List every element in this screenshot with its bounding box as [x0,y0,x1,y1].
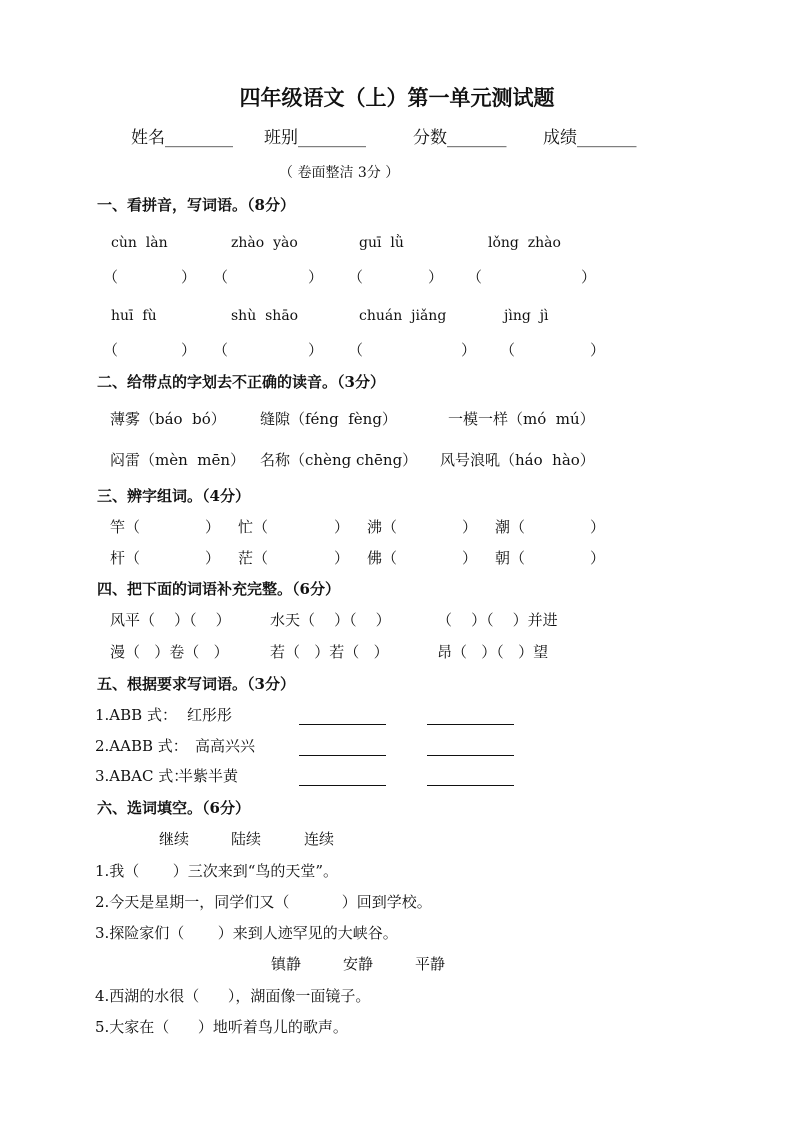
reading-item: 闷雷（mèn mēn） [110,451,246,469]
answer-paren-open: （ [500,341,516,359]
char-close: ） [462,518,478,536]
pinyin-8: jìng jì [504,308,549,324]
section-2-heading: 二、给带点的字划去不正确的读音。（3分） [97,373,385,391]
char-close: ） [590,518,606,536]
answer-paren-open: （ [103,268,119,286]
fill-question: 5.大家在（ ）地听着鸟儿的歌声。 [95,1018,348,1036]
pinyin-3: guī lǜ [359,235,404,251]
answer-paren-open: （ [103,341,119,359]
pattern-label: 3.ABAC 式： [95,767,189,785]
fill-question: 3.探险家们（ ）来到人迹罕见的大峡谷。 [95,924,398,942]
answer-paren-close: ） [590,341,606,359]
section-4-heading: 四、把下面的词语补充完整。（6分） [97,580,340,598]
reading-item: 一模一样（mó mú） [448,410,595,428]
char-prompt: 杆（ [110,549,141,567]
name-field[interactable]: 姓名________ [131,128,233,148]
pinyin-1: cùn làn [111,235,168,251]
char-prompt: 竿（ [110,518,141,536]
char-close: ） [205,549,221,567]
answer-paren-close: ） [181,341,197,359]
reading-item: 风号浪吼（háo hào） [440,451,595,469]
section-1-heading: 一、看拼音，写词语。（8分） [97,196,295,214]
idiom-item: 若（ ）若（ ） [270,643,389,661]
char-close: ） [334,549,350,567]
word-choice: 陆续 [231,830,262,848]
char-prompt: 忙（ [238,518,269,536]
idiom-item: 漫（ ）卷（ ） [110,643,229,661]
pinyin-6: shù shāo [231,308,299,324]
word-choice: 连续 [304,830,335,848]
answer-blank[interactable] [299,724,386,725]
idiom-item: 水天（ ）（ ） [270,611,391,629]
char-prompt: 茫（ [238,549,269,567]
reading-item: 缝隙（féng fèng） [260,410,397,428]
answer-paren-close: ） [461,341,477,359]
answer-blank[interactable] [299,755,386,756]
answer-paren-open: （ [348,268,364,286]
answer-paren-close: ） [428,268,444,286]
answer-paren-close: ） [581,268,597,286]
class-field[interactable]: 班别________ [264,128,366,148]
pattern-example: 高高兴兴 [195,737,256,755]
fill-question: 1.我（ ）三次来到“鸟的天堂”。 [95,862,339,880]
pattern-example: 红彤彤 [187,706,233,724]
pattern-example: 半紫半黄 [178,767,239,785]
answer-paren-open: （ [467,268,483,286]
char-close: ） [462,549,478,567]
pinyin-5: huī fù [111,308,157,324]
answer-paren-open: （ [213,268,229,286]
fill-question: 2.今天是星期一，同学们又（ ）回到学校。 [95,893,432,911]
pinyin-4: lǒng zhào [488,235,561,251]
word-choice: 镇静 [271,955,302,973]
idiom-item: （ ）（ ）并进 [437,611,558,629]
page-title: 四年级语文（上）第一单元测试题 [239,85,555,110]
answer-paren-close: ） [181,268,197,286]
pinyin-2: zhào yào [231,235,298,251]
char-close: ） [334,518,350,536]
pinyin-7: chuán jiǎng [359,308,447,324]
answer-paren-open: （ [348,341,364,359]
word-choice: 平静 [415,955,446,973]
char-prompt: 潮（ [495,518,526,536]
score-field[interactable]: 分数_______ [413,128,507,148]
section-5-heading: 五、根据要求写词语。（3分） [97,675,295,693]
char-close: ） [205,518,221,536]
char-close: ） [590,549,606,567]
answer-blank[interactable] [427,785,514,786]
answer-blank[interactable] [427,724,514,725]
answer-blank[interactable] [299,785,386,786]
idiom-item: 风平（ ）（ ） [110,611,231,629]
char-prompt: 佛（ [367,549,398,567]
reading-item: 名称（chèng chēng） [260,451,418,469]
fill-question: 4.西湖的水很（ ），湖面像一面镜子。 [95,987,371,1005]
neatness-note: （ 卷面整洁 3分 ） [279,165,400,181]
char-prompt: 朝（ [495,549,526,567]
answer-paren-close: ） [308,341,324,359]
reading-item: 薄雾（báo bó） [110,410,226,428]
grade-field[interactable]: 成绩_______ [543,128,637,148]
pattern-label: 2.AABB 式： [95,737,188,755]
answer-blank[interactable] [427,755,514,756]
word-choice: 继续 [159,830,190,848]
idiom-item: 昂（ ）（ ）望 [437,643,549,661]
answer-paren-close: ） [308,268,324,286]
section-3-heading: 三、辨字组词。（4分） [97,487,250,505]
word-choice: 安静 [343,955,374,973]
answer-paren-open: （ [213,341,229,359]
section-6-heading: 六、选词填空。（6分） [97,799,250,817]
char-prompt: 沸（ [367,518,398,536]
pattern-label: 1.ABB 式： [95,706,177,724]
